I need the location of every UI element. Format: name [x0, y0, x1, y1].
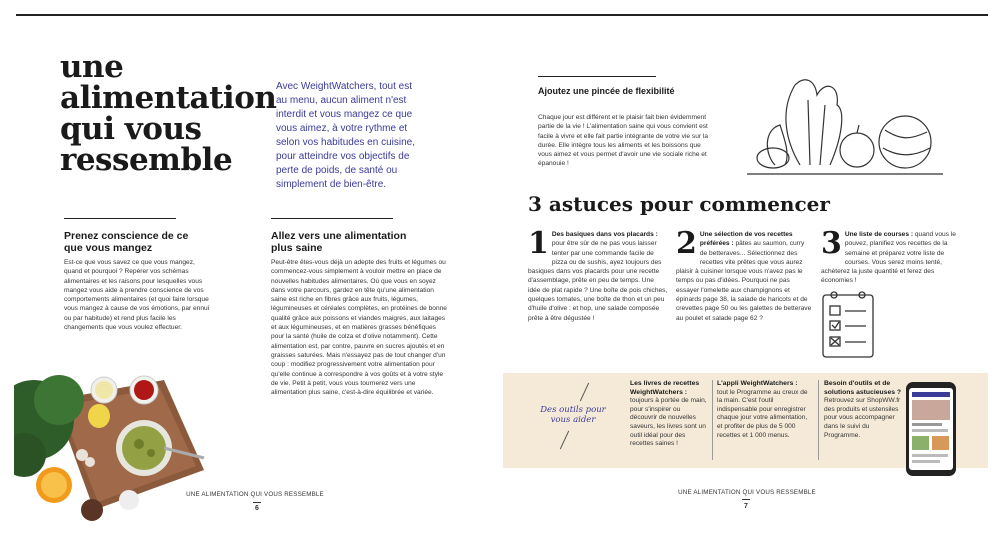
- section1-heading: Prenez conscience de ce que vous mangez: [64, 230, 189, 254]
- page-title: une alimentation qui vous ressemble: [60, 49, 277, 178]
- section1-body: Est-ce que vous savez ce que vous mangez, quand et pourquoi ? Repérer vos schémas alimentaires et les raisons pour lesquelles vous mangez vous aide à prendre conscience de vos comportements alimentaires (et quoi faire lorsque vous mangez à cause de vos émotions, par ennui ou par habitude) et rend plus facile les changements que vous voulez effectuer.: [64, 259, 210, 332]
- flex-body: Chaque jour est différent et le plaisir fait bien évidemment partie de la vie ! L'alimentation saine qui vous convient est facile à vivre et elle fait partie intégrante de votre vie sur la durée. Elle intègre tous les aliments et les boissons que vous aimez et vous permet d'avoir une vie sociale riche et épanouie !: [538, 114, 709, 168]
- top-rule: [500, 14, 988, 16]
- tip-1: [528, 226, 668, 323]
- section2-heading: Allez vers une alimentation plus saine: [271, 230, 407, 254]
- tools-col-body: tout le Programme au creux de la main. C'est l'outil indispensable pour enregistrer chaque jour votre alimentation, et profiter de plus de 5 000 recettes et 1 000 menus.: [717, 388, 808, 439]
- tips-title: 3 astuces pour commencer: [528, 192, 830, 216]
- tools-col-app: [717, 380, 813, 440]
- tools-label: Des outils pour vous aider: [540, 405, 606, 425]
- tip-lead: Des basiques dans vos placards :: [551, 231, 658, 238]
- food-photo: [14, 360, 220, 530]
- divider: [712, 380, 713, 460]
- page-dash: [742, 499, 750, 500]
- flex-heading: Ajoutez une pincée de flexibilité: [538, 86, 675, 96]
- footer-text: UNE ALIMENTATION QUI VOUS RESSEMBLE: [186, 491, 324, 498]
- top-rule: [16, 14, 500, 16]
- tip-3: [821, 226, 963, 286]
- page-number: 7: [744, 503, 748, 510]
- tip-body: quand vous le pouvez, planifiez vos recettes de la semaine et préparez votre liste de courses. Vous serez moins tenté, achèterez la juste quantité et ferez des économies !: [821, 231, 956, 285]
- vegetables-illustration: [745, 70, 945, 178]
- flex-rule: [538, 76, 656, 77]
- page-number: 6: [255, 505, 259, 512]
- tools-col-shop: [824, 380, 906, 440]
- section1-rule: [64, 218, 176, 219]
- tip-body: pâtes au saumon, curry de betteraves... Sélectionnez des recettes vite prêtes que vous aurez plaisir à cuisiner lorsque vous n'avez pas le temps ou pas d'idées. Pourquoi ne pas essayer l'omelette aux champignons et épinards page 38, la salade de haricots et de crevettes page 50 ou les galettes de betterave au poulet et salade page 62 ?: [676, 240, 812, 322]
- divider: [818, 380, 819, 460]
- section2-body: Peut-être êtes-vous déjà un adepte des fruits et légumes ou commencez-vous simplement à vouloir mettre en place de nouvelles habitudes alimentaires. Où que vous en soyez dans votre parcours, gardez en tête qu'une alimentation saine est riche en fibres grâce aux fruits, légumes, légumineuses et céréales complètes, en protéines de bonne qualité grâce aux poissons et viandes maigres, aux laitages et aux légumineuses, et en matières grasses bénéfiques pour la santé (huile de colza et d'olive notamment). Cette alimentation est, par contre, pauvre en sucres ajoutés et en graisses saturées. Mais n'essayez pas de tout changer d'un coup : modifiez progressivement votre alimentation pour qu'elle continue à correspondre à vos goûts et à votre style de vie. Petit à petit, vous vous tournerez vers une alimentation plus saine, c'est-à-dire équilibrée et variée.: [271, 259, 447, 397]
- footer-text: UNE ALIMENTATION QUI VOUS RESSEMBLE: [678, 489, 816, 496]
- tools-col-title: L'appli WeightWatchers :: [717, 380, 798, 387]
- tip-lead: Une liste de courses :: [844, 231, 914, 238]
- tools-col-body: toujours à portée de main, pour s'inspirer ou découvrir de nouvelles saveurs, les livres sont un outil idéal pour des recettes saines !: [630, 397, 707, 448]
- tip-body: pour être sûr de ne pas vous laisser tenter par une commande facile de pizza ou de sushis, ayez toujours des basiques dans vos placards pour une recette d'assemblage, prête en peu de temps. Une idée de plat rapide ? Une boîte de pois chiches, quelques tomates, une boîte de thon et un peu d'huile d'olive : et hop, une salade composée prête à être dégustée !: [528, 240, 668, 322]
- checklist-icon: [820, 290, 876, 360]
- phone-mockup: [904, 380, 960, 478]
- tip-2: [676, 226, 812, 323]
- tip-number: 1: [528, 226, 549, 261]
- intro-text: Avec WeightWatchers, tout est au menu, aucun aliment n'est interdit et vous mangez ce que vous aimez, à votre rythme et selon vos habitudes en cuisine, pour atteindre vos objectifs de perte de poids, de santé ou simplement de bien-être.: [276, 81, 415, 190]
- page-dash: [253, 502, 261, 503]
- tools-col-body: Retrouvez sur ShopWW.fr des produits et ustensiles pour vous accompagner dans le suivi du Programme.: [824, 397, 901, 439]
- tip-number: 3: [821, 226, 842, 261]
- tools-col-title: Besoin d'outils et de solutions astucieuses ?: [824, 380, 902, 396]
- right-page: [500, 0, 1000, 538]
- tools-col-books: [630, 380, 708, 449]
- tip-lead: Une sélection de vos recettes préférées :: [699, 231, 793, 248]
- tools-col-title: Les livres de recettes WeightWatchers :: [630, 380, 700, 396]
- section2-rule: [271, 218, 393, 219]
- tip-number: 2: [676, 226, 697, 261]
